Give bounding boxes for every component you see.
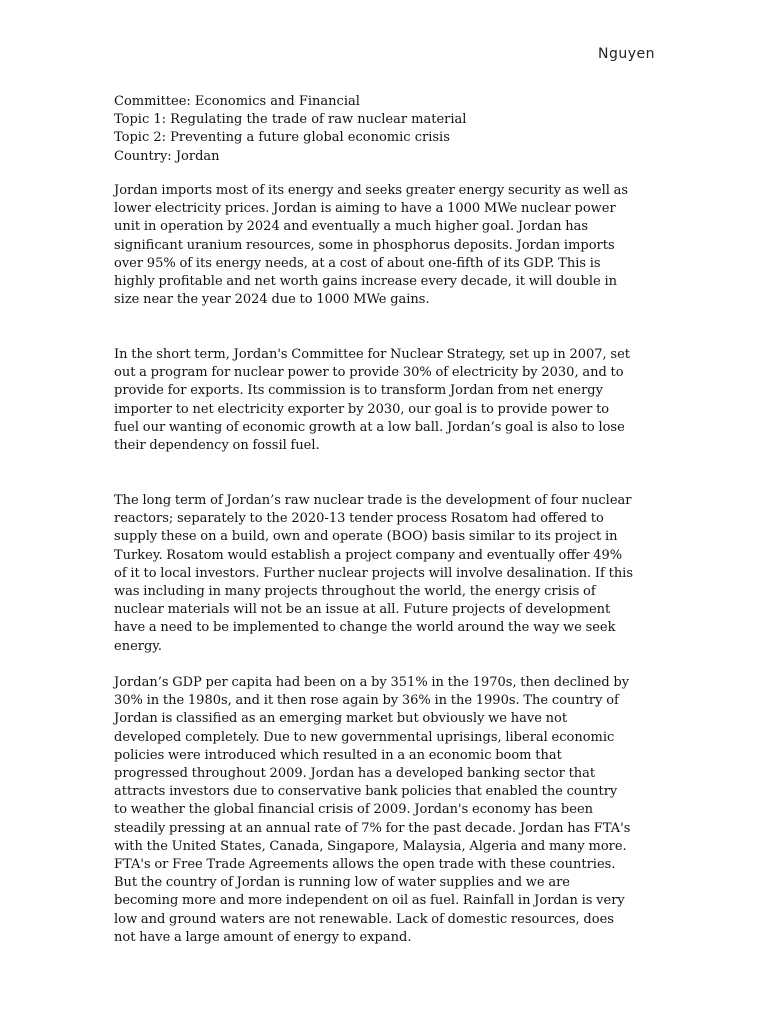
paragraph-economy: Jordan’s GDP per capita had been on a by 351% in the 1970s, then declined by 30% in the 1980s, and it then rose again by 36% in the 1990s. The country of Jordan is classified as an emerging market but obviously we have not developed completely. Due to new governmental uprisings, liberal economic policies were introduced which resulted in a an economic boom that progressed throughout 2009. Jordan has a developed banking sector that attracts investors due to conservative bank policies that enabled the country to weather the global financial crisis of 2009. Jordan's economy has been steadily pressing at an annual rate of 7% for the past decade. Jordan has FTA's with the United States, Canada, Singapore, Malaysia, Algeria and many more. FTA's or Free Trade Agreements allows the open trade with these countries. But the country of Jordan is running low of water supplies and we are becoming more and more independent on oil as fuel. Rainfall in Jordan is very low and ground waters are not renewable. Lack of domestic resources, does not have a large amount of energy to expand.	[114, 675, 631, 945]
paragraph-short-term: In the short term, Jordan's Committee for Nuclear Strategy, set up in 2007, set out a program for nuclear power to provide 30% of electricity by 2030, and to provide for exports. Its commission is to transform Jordan from net energy importer to net electricity exporter by 2030, our goal is to provide power to fuel our wanting of economic growth at a low ball. Jordan’s goal is also to lose their dependency on fossil fuel.	[114, 347, 630, 454]
country-line: Country: Jordan	[114, 148, 220, 164]
paragraph-long-term: The long term of Jordan’s raw nuclear trade is the development of four nuclear reactors; separately to the 2020-13 tender process Rosatom had offered to supply these on a build, own and operate (BOO) basis similar to its project in Turkey. Rosatom would establish a project company and eventually offer 49% of it to local investors. Further nuclear projects will involve desalination. If this was including in many projects throughout the world, the energy crisis of nuclear materials will not be an issue at all. Future projects of development have a need to be implemented to change the world around the way we seek energy.	[114, 493, 634, 654]
topic-2-line: Topic 2: Preventing a future global economic crisis	[114, 130, 450, 146]
author-name: Nguyen	[597, 46, 655, 62]
heading-block	[114, 93, 634, 166]
topic-1-line: Topic 1: Regulating the trade of raw nuclear material	[114, 112, 467, 128]
committee-line: Committee: Economics and Financial	[114, 94, 360, 109]
paragraph-energy-overview: Jordan imports most of its energy and seeks greater energy security as well as lower electricity prices. Jordan is aiming to have a 1000 MWe nuclear power unit in operation by 2024 and eventually a much higher goal. Jordan has significant uranium resources, some in phosphorus deposits. Jordan imports over 95% of its energy needs, at a cost of about one-fifth of its GDP. This is highly profitable and net worth gains increase every decade, it will double in size near the year 2024 due to 1000 MWe gains.	[114, 183, 629, 308]
